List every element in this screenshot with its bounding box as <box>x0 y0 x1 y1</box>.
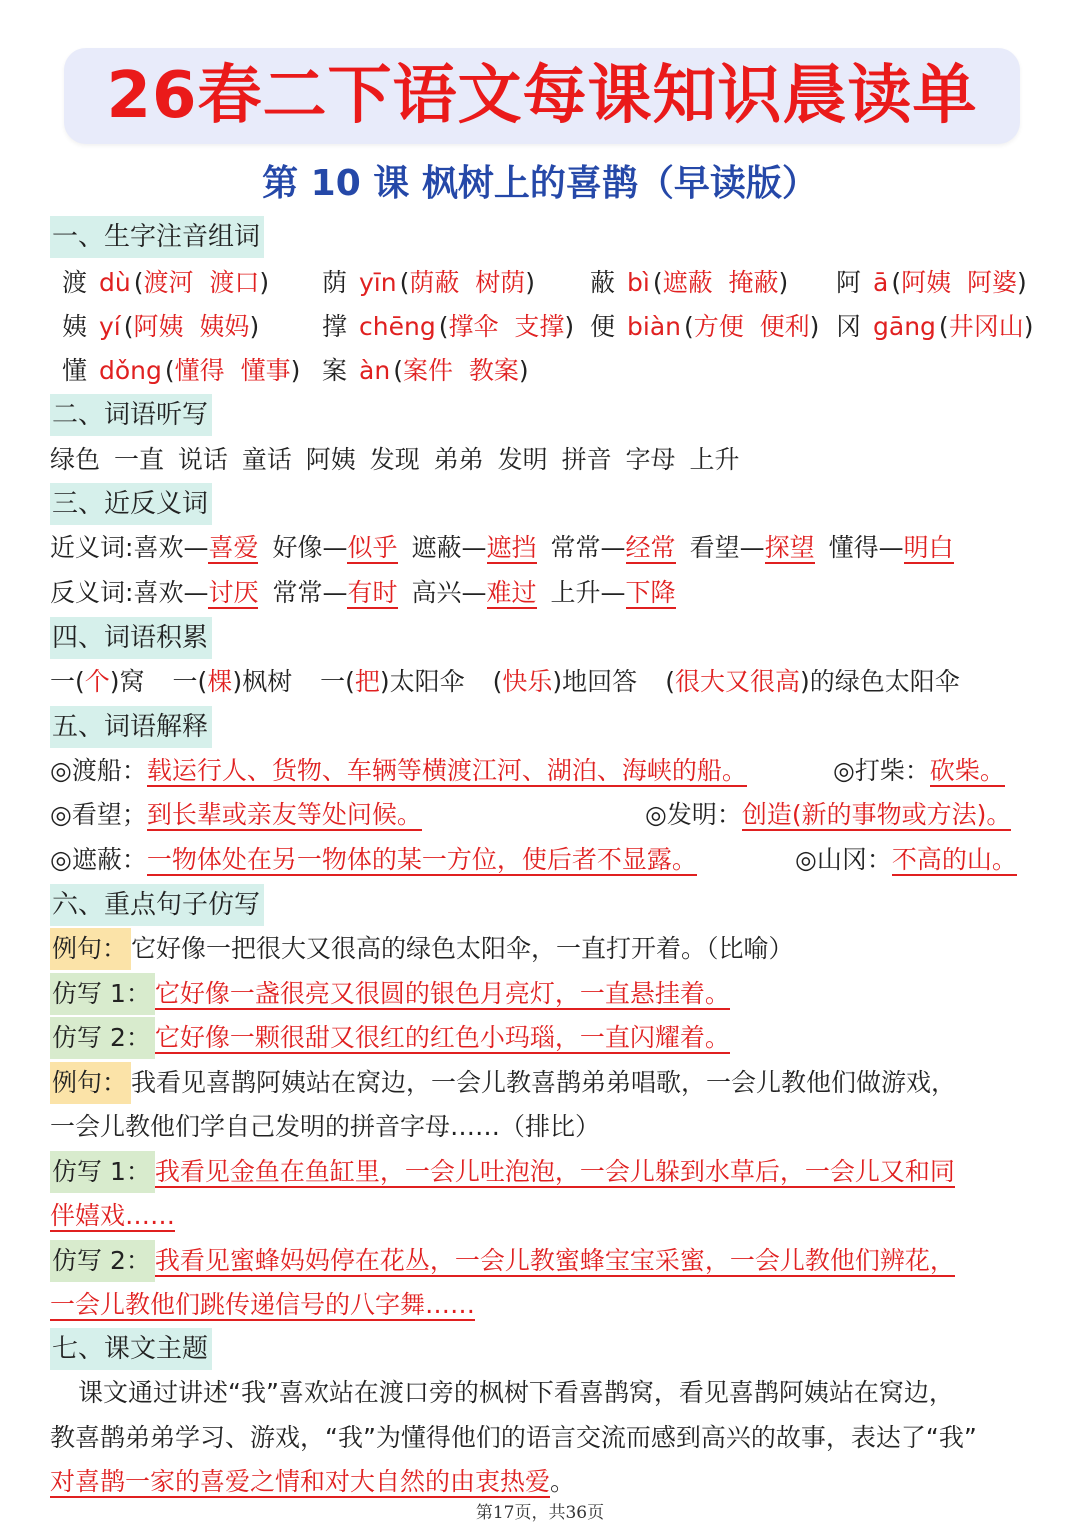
char-entry <box>322 307 574 347</box>
synonym-label: 近义词: <box>50 533 134 562</box>
accumulation-item <box>320 667 465 696</box>
pair-item <box>272 533 397 562</box>
example-sentence-2 <box>50 1062 956 1104</box>
example-text: 它好像一把很大又很高的绿色太阳伞，一直打开着。（比喻） <box>131 934 794 963</box>
explanation-item <box>833 751 1005 791</box>
pair-word: 高兴— <box>411 578 487 607</box>
explanation-item <box>795 840 1017 880</box>
lesson-subtitle: 第 10 课 枫树上的喜鹊（早读版） <box>262 163 818 204</box>
char-entry <box>62 351 300 391</box>
accumulation-suffix: )太阳伞 <box>379 667 465 696</box>
pair-answer: 遮挡 <box>486 533 537 562</box>
pair-word: 喜欢— <box>133 533 209 562</box>
pair-item <box>272 578 397 607</box>
accumulation-line <box>50 662 960 702</box>
paren-close: ) <box>778 268 789 297</box>
explanation-item <box>50 840 697 880</box>
explanation-item <box>645 795 1011 835</box>
char-entry <box>590 307 819 347</box>
char-entry <box>322 351 529 391</box>
explanation-term: ◎遮蔽： <box>50 845 147 874</box>
imitation-1-2 <box>50 1017 730 1059</box>
explanation-item <box>50 795 422 835</box>
char-pinyin: yīn <box>359 268 397 297</box>
pair-answer: 难过 <box>486 578 537 607</box>
paren-open: ( <box>393 356 403 385</box>
pair-answer: 有时 <box>347 578 398 607</box>
synonym-line <box>50 528 954 568</box>
imitation-2-2 <box>50 1240 955 1282</box>
char-text: 阿 <box>836 268 862 297</box>
char-entry <box>62 263 269 303</box>
pair-item <box>829 533 954 562</box>
accumulation-answer: 棵 <box>207 667 233 696</box>
paren-close: ) <box>1017 268 1027 297</box>
char-pinyin: biàn <box>627 312 681 341</box>
pair-answer: 明白 <box>903 533 954 562</box>
imitation-1-1 <box>50 973 730 1015</box>
paren-open: ( <box>938 312 949 341</box>
imitation-2-1 <box>50 1151 955 1193</box>
char-text: 蔽 <box>590 268 616 297</box>
explanation-term: ◎渡船： <box>50 756 147 785</box>
example-sentence-1 <box>50 928 794 970</box>
imitation-tag: 仿写 1： <box>50 1151 155 1193</box>
accumulation-answer: 很大又很高 <box>674 667 800 696</box>
imitation-tag: 仿写 1： <box>50 973 155 1015</box>
paren-open: ( <box>891 268 902 297</box>
char-pinyin: àn <box>359 356 391 385</box>
char-text: 冈 <box>836 312 862 341</box>
antonym-line <box>50 573 676 613</box>
explanation-definition: 不高的山。 <box>891 845 1017 874</box>
pair-answer: 下降 <box>625 578 676 607</box>
accumulation-suffix: )的绿色太阳伞 <box>799 667 960 696</box>
explanation-definition: 载运行人、货物、车辆等横渡江河、湖泊、海峡的船。 <box>146 756 747 785</box>
pair-item <box>551 533 676 562</box>
char-text: 案 <box>322 356 348 385</box>
pair-item <box>690 533 815 562</box>
char-text: 渡 <box>62 268 88 297</box>
explanation-definition: 一物体处在另一物体的某一方位，使后者不显露。 <box>146 845 697 874</box>
pair-word: 喜欢— <box>133 578 209 607</box>
char-pinyin: dǒng <box>99 356 162 385</box>
char-words: 井冈山 <box>948 312 1024 341</box>
char-text: 撑 <box>322 312 348 341</box>
pair-answer: 喜爱 <box>208 533 259 562</box>
pair-word: 常常— <box>550 533 626 562</box>
paren-close: ) <box>809 312 820 341</box>
paren-open: ( <box>684 312 694 341</box>
char-text: 便 <box>590 312 616 341</box>
accumulation-suffix: )地回答 <box>552 667 638 696</box>
theme-line-3 <box>50 1462 575 1502</box>
explanation-definition: 砍柴。 <box>929 756 1005 785</box>
section-heading-accumulation: 四、词语积累 <box>50 617 212 659</box>
char-text: 懂 <box>62 356 88 385</box>
pair-answer: 探望 <box>764 533 815 562</box>
pair-word: 懂得— <box>828 533 904 562</box>
pair-word: 上升— <box>550 578 626 607</box>
explanation-definition: 创造(新的事物或方法)。 <box>741 800 1012 829</box>
char-pinyin: dù <box>99 268 131 297</box>
pair-word: 常常— <box>272 578 348 607</box>
char-pinyin: chēng <box>359 312 436 341</box>
pair-answer: 似乎 <box>347 533 398 562</box>
accumulation-answer: 个 <box>84 667 110 696</box>
example-tag: 例句： <box>50 1062 131 1104</box>
section-heading-synonyms: 三、近反义词 <box>50 483 212 525</box>
paren-close: ) <box>249 312 260 341</box>
imitation-text: 它好像一颗很甜又很红的红色小玛瑙，一直闪耀着。 <box>154 1023 730 1052</box>
pair-word: 看望— <box>689 533 765 562</box>
explanation-term: ◎山冈： <box>795 845 892 874</box>
char-words: 荫蔽 树荫 <box>409 268 526 297</box>
paren-open: ( <box>652 268 663 297</box>
imitation-text: 我看见金鱼在鱼缸里，一会儿吐泡泡，一会儿躲到水草后，一会儿又和同 <box>154 1157 955 1186</box>
pair-item <box>551 578 676 607</box>
accumulation-answer: 快乐 <box>502 667 553 696</box>
example-text: 我看见喜鹊阿姨站在窝边，一会儿教喜鹊弟弟唱歌，一会儿教他们做游戏， <box>131 1068 957 1097</box>
section-heading-theme: 七、课文主题 <box>50 1328 212 1370</box>
dictation-words: 绿色 一直 说话 童话 阿姨 发现 弟弟 发明 拼音 字母 上升 <box>50 445 740 474</box>
accumulation-prefix: ( <box>492 667 503 696</box>
theme-highlight: 对喜鹊一家的喜爱之情和对大自然的由衷热爱 <box>50 1467 551 1496</box>
paren-close: ) <box>525 268 536 297</box>
char-words: 方便 便利 <box>693 312 810 341</box>
imitation-tag: 仿写 2： <box>50 1240 155 1282</box>
explanation-term: ◎发明： <box>645 800 742 829</box>
accumulation-suffix: )窝 <box>109 667 145 696</box>
section-heading-explanation: 五、词语解释 <box>50 706 212 748</box>
paren-open: ( <box>133 268 144 297</box>
char-entry <box>322 263 535 303</box>
theme-line-2: 教喜鹊弟弟学习、游戏，“我”为懂得他们的语言交流而感到高兴的故事，表达了“我” <box>50 1423 977 1452</box>
char-pinyin: gāng <box>873 312 936 341</box>
explanation-item <box>50 751 747 791</box>
theme-end: 。 <box>550 1467 576 1496</box>
paren-open: ( <box>438 312 449 341</box>
explanation-definition: 到长辈或亲友等处问候。 <box>146 800 422 829</box>
example-sentence-2-cont: 一会儿教他们学自己发明的拼音字母……（排比） <box>50 1112 601 1141</box>
accumulation-prefix: 一( <box>320 667 355 696</box>
accumulation-item <box>173 667 293 696</box>
pair-item <box>412 578 537 607</box>
section-heading-sentences: 六、重点句子仿写 <box>50 884 264 926</box>
imitation-2-1-cont <box>50 1195 175 1237</box>
accumulation-item <box>493 667 638 696</box>
char-words: 遮蔽 掩蔽 <box>662 268 779 297</box>
paren-close: ) <box>290 356 301 385</box>
char-words: 阿姨 阿婆 <box>901 268 1018 297</box>
char-words: 懂得 懂事 <box>174 356 291 385</box>
explanation-term: ◎看望； <box>50 800 147 829</box>
char-text: 荫 <box>322 268 348 297</box>
char-text: 姨 <box>62 312 88 341</box>
char-words: 阿姨 姨妈 <box>133 312 250 341</box>
accumulation-item <box>50 667 145 696</box>
page-title: 26春二下语文每课知识晨读单 <box>106 59 978 133</box>
section-heading-dictation: 二、词语听写 <box>50 394 212 436</box>
pair-answer: 经常 <box>625 533 676 562</box>
paren-close: ) <box>518 356 529 385</box>
pair-item <box>133 578 258 609</box>
imitation-2-2-cont <box>50 1284 475 1326</box>
paren-close: ) <box>564 312 575 341</box>
char-pinyin: ā <box>873 268 889 297</box>
section-heading-characters: 一、生字注音组词 <box>50 216 264 258</box>
imitation-text: 伴嬉戏…… <box>50 1201 176 1230</box>
char-pinyin: bì <box>627 268 650 297</box>
paren-open: ( <box>399 268 410 297</box>
char-words: 案件 教案 <box>402 356 519 385</box>
char-pinyin: yí <box>99 312 121 341</box>
imitation-text: 我看见蜜蜂妈妈停在花丛，一会儿教蜜蜂宝宝采蜜，一会儿教他们辨花， <box>154 1246 955 1275</box>
paren-close: ) <box>259 268 270 297</box>
theme-line-1: 课文通过讲述“我”喜欢站在渡口旁的枫树下看喜鹊窝，看见喜鹊阿姨站在窝边， <box>78 1378 954 1407</box>
accumulation-prefix: 一( <box>50 667 85 696</box>
char-entry <box>836 263 1027 303</box>
paren-open: ( <box>123 312 134 341</box>
imitation-text: 一会儿教他们跳传递信号的八字舞…… <box>50 1290 476 1319</box>
pair-word: 遮蔽— <box>411 533 487 562</box>
char-words: 撑伞 支撑 <box>448 312 565 341</box>
accumulation-item <box>665 667 960 696</box>
imitation-text: 它好像一盏很亮又很圆的银色月亮灯，一直悬挂着。 <box>154 979 730 1008</box>
paren-close: ) <box>1023 312 1034 341</box>
char-entry <box>836 307 1033 347</box>
pair-item <box>412 533 537 562</box>
accumulation-suffix: )枫树 <box>232 667 293 696</box>
page-number: 第17页，共36页 <box>475 1503 605 1523</box>
accumulation-prefix: ( <box>665 667 675 696</box>
accumulation-prefix: 一( <box>172 667 208 696</box>
char-entry <box>62 307 259 347</box>
explanation-term: ◎打柴： <box>833 756 930 785</box>
char-words: 渡河 渡口 <box>143 268 260 297</box>
antonym-label: 反义词: <box>50 578 134 607</box>
example-tag: 例句： <box>50 928 131 970</box>
pair-word: 好像— <box>272 533 348 562</box>
accumulation-answer: 把 <box>354 667 380 696</box>
pair-answer: 讨厌 <box>208 578 259 607</box>
pair-item <box>133 533 258 564</box>
paren-open: ( <box>164 356 175 385</box>
imitation-tag: 仿写 2： <box>50 1017 155 1059</box>
char-entry <box>590 263 788 303</box>
